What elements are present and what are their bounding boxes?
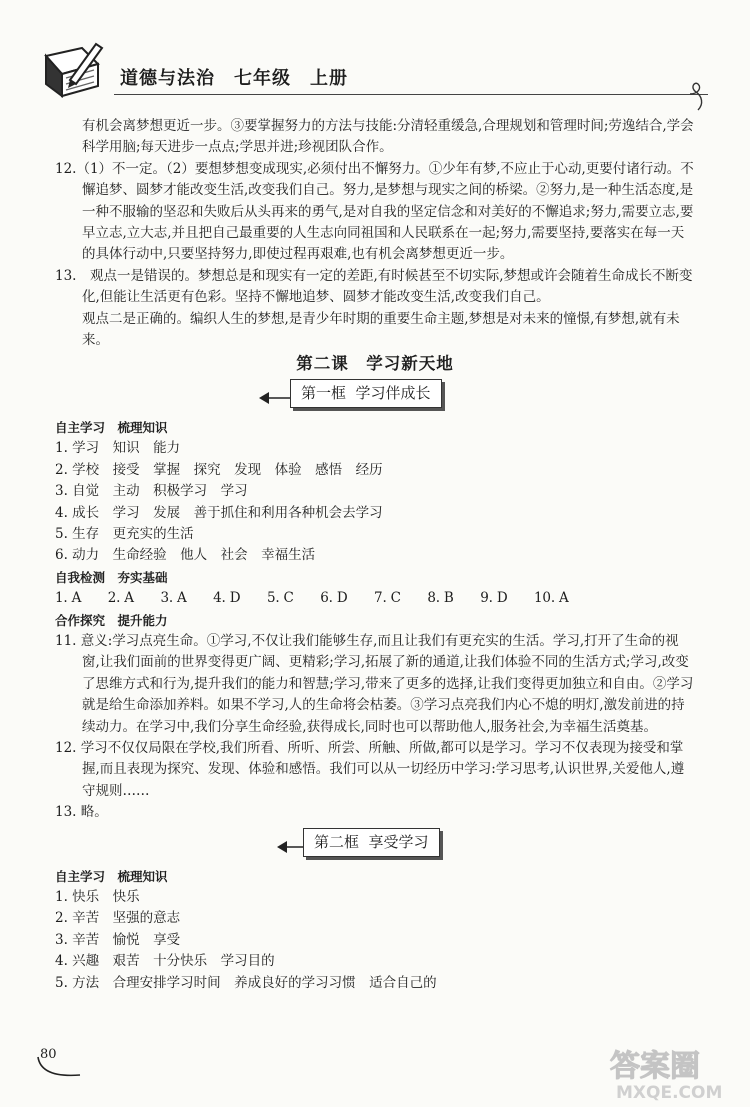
list-item: 3. 辛苦 愉悦 享受: [55, 931, 181, 948]
list-item: 4. 成长 学习 发展 善于抓住和利用各种机会去学习: [55, 504, 383, 521]
frame-title: 第一框 学习伴成长: [290, 379, 442, 408]
section-heading: 合作探究 提升能力: [55, 612, 168, 628]
section-heading: 自主学习 梳理知识: [55, 868, 168, 884]
answer-paragraph: 有机会离梦想更近一步。③要掌握努力的方法与技能:分清轻重缓急,合理规划和管理时间;劳逸结合,学会科学用脑;每天进步一点点;学思并进;珍视团队合作。: [82, 118, 694, 156]
answer-paragraph: 13. 观点一是错误的。梦想总是和现实有一定的差距,有时候甚至不切实际,梦想或许会随着生命成长不断变化,但能让生活更有色彩。坚持不懈地追梦、圆梦才能改变生活,改变我们自己。: [55, 267, 693, 306]
list-item: 5. 生存 更充实的生活: [55, 525, 194, 542]
answer-content: [55, 116, 695, 994]
page-header: [40, 38, 710, 110]
list-item: 2. 辛苦 坚强的意志: [55, 910, 181, 927]
page-number-curve: [36, 1055, 82, 1079]
answer-paragraph: 观点二是正确的。编织人生的梦想,是青少年时期的重要生命主题,梦想是对未来的憧憬,有梦想,就有未来。: [82, 310, 680, 349]
list-item: 5. 方法 合理安排学习时间 养成良好的学习习惯 适合自己的: [55, 974, 437, 991]
list-item: 4. 兴趣 艰苦 十分快乐 学习目的: [55, 953, 275, 970]
list-item: 1. 快乐 快乐: [55, 889, 140, 905]
multiple-choice-answers: 1. A 2. A 3. A 4. D 5. C 6. D 7. C 8. B 9. D 10. A: [55, 590, 569, 607]
list-item: 6. 动力 生命经验 他人 社会 幸福生活: [55, 547, 316, 564]
book-pencil-icon: [40, 40, 106, 102]
frame-title: 第二框 享受学习: [303, 828, 440, 857]
page-number: 80: [40, 1047, 57, 1062]
header-rule: [114, 94, 708, 95]
list-item: 2. 学校 接受 掌握 探究 发现 体验 感悟 经历: [55, 461, 383, 478]
watermark-logo: [606, 1042, 746, 1104]
header-curl-ornament: [688, 82, 714, 112]
answer-paragraph: 12.（1）不一定。（2）要想梦想变成现实,必须付出不懈努力。①少年有梦,不应止于心动,更要付诸行动。不懈追梦、圆梦才能改变生活,改变我们自己。努力,是梦想与现实之间的桥梁。②努力,是一种生活态度,是一种不服输的坚忍和失败后从头再来的勇气,是对自我的坚定信念和对美好的不懈追求;努力,需要立志,要早立志,立大志,并且把自己最重要的人生志向同祖国和人民联系在一起;努力,需要坚持,要落实在每一天的具体行动中,只要坚持努力,即使过程再艰难,也有机会离梦想更近一步。: [55, 160, 694, 263]
frame-heading-2: [55, 824, 695, 866]
answer-paragraph: 11. 意义:学习点亮生命。①学习,不仅让我们能够生存,而且让我们有更充实的生活。学习,打开了生命的视窗,让我们面前的世界变得更广阔、更精彩;学习,拓展了新的通道,让我们体验不同的生活方式;学习,改变了思维方式和行为,提升我们的能力和智慧;学习,带来了更多的选择,让我们变得更加独立和自由。②学习就是给生命添加养料。如果不学习,人的生命将会枯萎。③学习点亮我们内心不熄的明灯,激发前进的持续动力。在学习中,我们分享生命经验,获得成长,同时也可以帮助他人,服务社会,为幸福生活奠基。: [55, 632, 694, 735]
answer-paragraph: 12. 学习不仅仅局限在学校,我们所看、所听、所尝、所触、所做,都可以是学习。学习不仅表现为接受和掌握,而且表现为探究、发现、体验和感悟。我们可以从一切经历中学习:学习思考,认识世界,关爱他人,遵守规则……: [55, 739, 685, 799]
answer-paragraph: 13. 略。: [55, 804, 108, 821]
watermark-sub: MXQE.COM: [616, 1083, 723, 1103]
section-heading: 自主学习 梳理知识: [55, 419, 168, 435]
frame-heading-1: [55, 377, 695, 417]
section-heading: 自我检测 夯实基础: [55, 569, 168, 585]
header-title: 道德与法治 七年级 上册: [120, 68, 348, 89]
list-item: 1. 学习 知识 能力: [55, 440, 181, 457]
watermark-main: 答案圈: [610, 1049, 700, 1084]
lesson-title: 第二课 学习新天地: [296, 354, 454, 374]
list-item: 3. 自觉 主动 积极学习 学习: [55, 483, 248, 500]
